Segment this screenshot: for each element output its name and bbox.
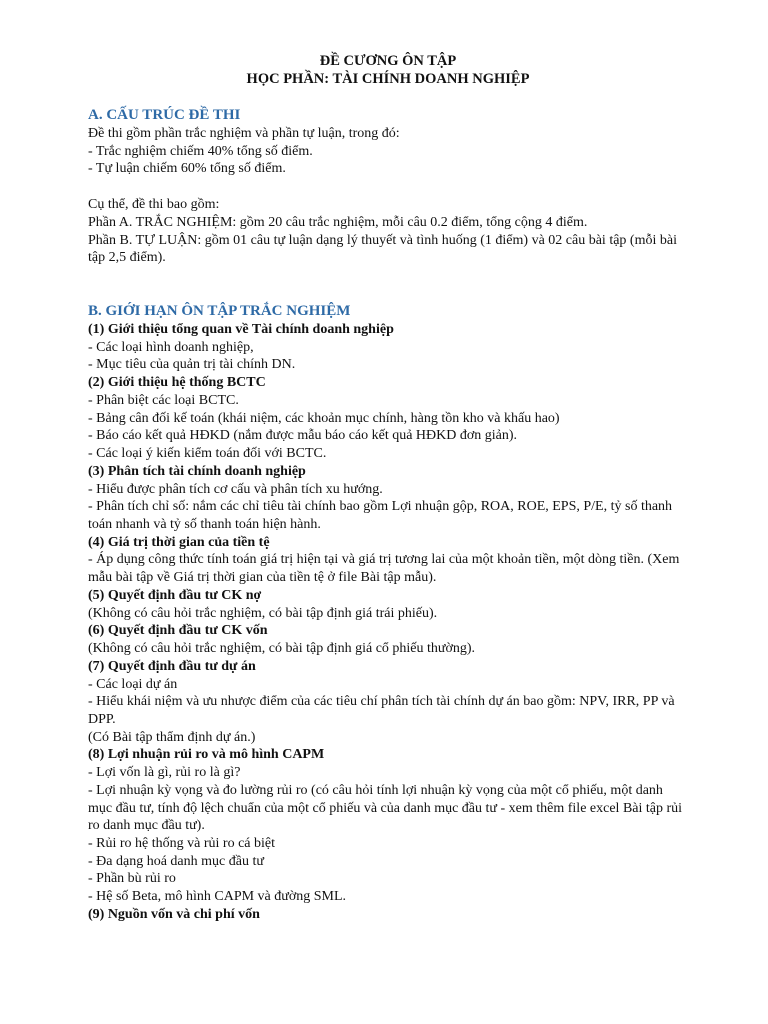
topic-title: (6) Quyết định đầu tư CK vốn — [88, 623, 268, 639]
section-a-line: Đề thi gồm phần trắc nghiệm và phần tự luận, trong đó: — [88, 126, 400, 141]
topic-line: (Có Bài tập thẩm định dự án.) — [88, 729, 256, 745]
topic-line: - Bảng cân đối kế toán (khái niệm, các khoản mục chính, hàng tồn kho và khấu hao) — [88, 410, 560, 426]
topic-line: - Phân biệt các loại BCTC. — [88, 392, 239, 408]
topic-line: - Hiểu được phân tích cơ cấu và phân tích xu hướng. — [88, 481, 383, 497]
section-a-line: - Trắc nghiệm chiếm 40% tổng số điểm. — [88, 143, 313, 159]
topic-line: - Hệ số Beta, mô hình CAPM và đường SML. — [88, 889, 347, 905]
topic-title: (4) Giá trị thời gian của tiền tệ — [88, 534, 270, 550]
section-a-detail-line: Phần B. TỰ LUẬN: gồm 01 câu tự luận dạng lý thuyết và tình huống (1 điểm) và 02 câu bài tập (mỗi bài tập 2,5 điểm). — [88, 232, 677, 266]
section-a-detail-line: Phần A. TRẮC NGHIỆM: gồm 20 câu trắc nghiệm, mỗi câu 0.2 điểm, tổng cộng 4 điểm. — [88, 214, 588, 230]
topic-line: - Lợi nhuận kỳ vọng và đo lường rủi ro (có câu hỏi tính lợi nhuận kỳ vọng của một cổ phiếu, một danh mục đầu tư, tính độ lệch chuẩn của một cổ phiếu và của danh mục đầu tư - xem thêm file excel Bài tập rủi ro danh mục đầu tư). — [88, 782, 683, 834]
section-a-line: - Tự luận chiếm 60% tổng số điểm. — [88, 161, 286, 177]
document-subtitle: HỌC PHẦN: TÀI CHÍNH DOANH NGHIỆP — [246, 71, 530, 87]
topic-title: (3) Phân tích tài chính doanh nghiệp — [88, 463, 306, 479]
topic-line: - Rủi ro hệ thống và rủi ro cá biệt — [88, 836, 276, 852]
topic-list — [88, 321, 688, 924]
topic-line: - Các loại ý kiến kiểm toán đối với BCTC. — [88, 446, 327, 462]
topic-line: - Báo cáo kết quả HĐKD (nắm được mẫu báo cáo kết quả HĐKD đơn giản). — [88, 428, 518, 444]
section-b-heading: B. GIỚI HẠN ÔN TẬP TRẮC NGHIỆM — [88, 302, 351, 319]
topic-title: (8) Lợi nhuận rủi ro và mô hình CAPM — [88, 747, 325, 763]
topic-line: - Các loại hình doanh nghiệp, — [88, 339, 254, 355]
topic-line: - Áp dụng công thức tính toán giá trị hiện tại và giá trị tương lai của một khoản tiền, một dòng tiền. (Xem mẫu bài tập về Giá trị thời gian của tiền tệ ở file Bài tập mẫu). — [88, 552, 680, 586]
topic-line: - Phần bù rủi ro — [88, 871, 176, 887]
topic-title: (7) Quyết định đầu tư dự án — [88, 658, 256, 674]
topic-line: - Hiểu khái niệm và ưu nhược điểm của các tiêu chí phân tích tài chính dự án bao gồm: NPV, IRR, PP và DPP. — [88, 694, 675, 728]
section-a-detail-line: Cụ thể, đề thi bao gồm: — [88, 197, 220, 213]
topic-title: (1) Giới thiệu tổng quan về Tài chính doanh nghiệp — [88, 321, 394, 337]
topic-line: (Không có câu hỏi trắc nghiệm, có bài tập định giá trái phiếu). — [88, 605, 438, 621]
document-title: ĐỀ CƯƠNG ÔN TẬP — [319, 53, 457, 69]
topic-line: - Phân tích chỉ số: nắm các chỉ tiêu tài chính bao gồm Lợi nhuận gộp, ROA, ROE, EPS, P/E, tỷ số thanh toán nhanh và tỷ số thanh toán hiện hành. — [88, 499, 673, 532]
topic-title: (2) Giới thiệu hệ thống BCTC — [88, 375, 266, 391]
section-a-heading: A. CẤU TRÚC ĐỀ THI — [88, 107, 241, 123]
topic-line: - Đa dạng hoá danh mục đầu tư — [88, 853, 264, 869]
topic-line: - Mục tiêu của quản trị tài chính DN. — [88, 357, 296, 373]
topic-line: (Không có câu hỏi trắc nghiệm, có bài tập định giá cổ phiếu thường). — [88, 641, 476, 657]
topic-title: (5) Quyết định đầu tư CK nợ — [88, 587, 262, 603]
topic-title: (9) Nguồn vốn và chi phí vốn — [88, 906, 260, 922]
topic-line: - Các loại dự án — [88, 676, 178, 692]
topic-line: - Lợi vốn là gì, rủi ro là gì? — [88, 765, 241, 781]
